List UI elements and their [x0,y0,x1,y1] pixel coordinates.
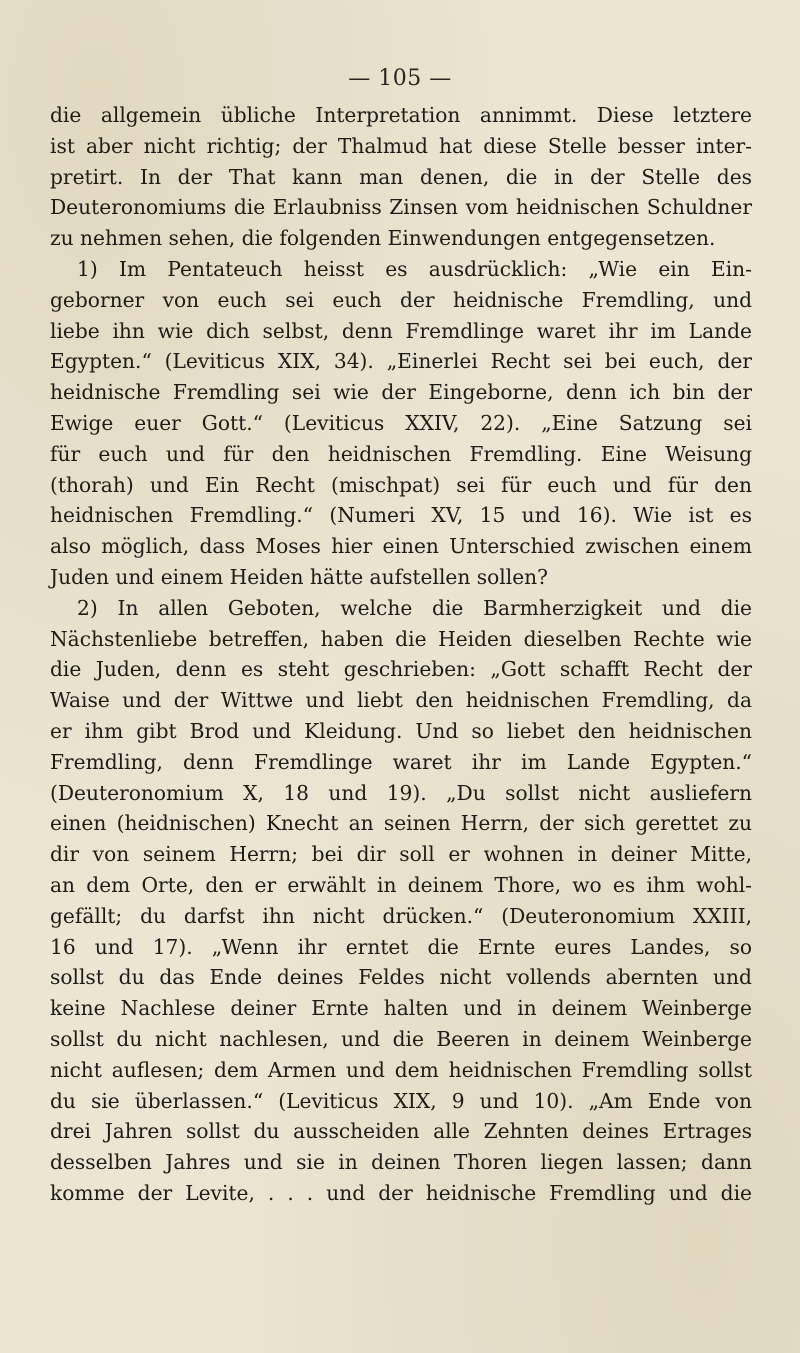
body-text [50,100,752,1209]
text-line: sollst du nicht nachlesen, und die Beeren in deinem Weinberge [50,1026,752,1051]
text-line: zu nehmen sehen, die folgenden Einwendungen entgegensetzen. [50,226,716,251]
text-line: die Juden, denn es steht geschrieben: „Gott schafft Recht der [50,657,752,682]
text-line: 1) Im Pentateuch heisst es ausdrücklich: „Wie ein Ein- [77,256,752,281]
text-line: die allgemein übliche Interpretation annimmt. Diese letztere [50,103,752,127]
text-line: Egypten.“ (Leviticus XIX, 34). „Einerlei Recht sei bei euch, der [50,349,752,374]
text-line: Ewige euer Gott.“ (Leviticus XXIV, 22). „Eine Satzung sei [50,410,752,435]
text-line: nicht auflesen; dem Armen und dem heidnischen Fremdling sollst [50,1057,752,1082]
text-line: drei Jahren sollst du ausscheiden alle Zehnten deines Ertrages [50,1119,752,1144]
text-line: für euch und für den heidnischen Fremdling. Eine Weisung [50,441,752,466]
text-line: Juden und einem Heiden hätte aufstellen sollen? [50,564,548,589]
text-line: komme der Levite, . . . und der heidnische Fremdling und die [50,1180,752,1205]
text-line: liebe ihn wie dich selbst, denn Fremdlinge waret ihr im Lande [50,318,752,343]
text-line: ist aber nicht richtig; der Thalmud hat diese Stelle besser inter- [50,133,752,158]
text-line: also möglich, dass Moses hier einen Unterschied zwischen einem [50,534,752,559]
text-line: Waise und der Wittwe und liebt den heidnischen Fremdling, da [50,688,752,713]
text-line: er ihm gibt Brod und Kleidung. Und so liebet den heidnischen [50,718,752,743]
text-line: heidnische Fremdling sei wie der Eingeborne, denn ich bin der [50,380,752,405]
text-line: (thorah) und Ein Recht (mischpat) sei für euch und für den [50,472,752,497]
text-line: du sie überlassen.“ (Leviticus XIX, 9 und 10). „Am Ende von [50,1088,752,1113]
text-line: keine Nachlese deiner Ernte halten und in deinem Weinberge [50,996,752,1021]
text-line: an dem Orte, den er erwählt in deinem Thore, wo es ihm wohl- [50,872,752,897]
text-line: Fremdling, denn Fremdlinge waret ihr im Lande Egypten.“ [50,749,752,774]
text-line: sollst du das Ende deines Feldes nicht vollends abernten und [50,965,752,990]
text-line: pretirt. In der That kann man denen, die in der Stelle des [50,164,752,189]
text-line: 16 und 17). „Wenn ihr erntet die Ernte eures Landes, so [50,934,752,959]
text-line: Nächstenliebe betreffen, haben die Heiden dieselben Rechte wie [50,626,752,651]
text-line: desselben Jahres und sie in deinen Thoren liegen lassen; dann [50,1150,752,1175]
text-line: Deuteronomiums die Erlaubniss Zinsen vom heidnischen Schuldner [50,195,752,220]
text-line: gefällt; du darfst ihn nicht drücken.“ (Deuteronomium XXIII, [50,903,752,928]
text-line: dir von seinem Herrn; bei dir soll er wohnen in deiner Mitte, [50,842,752,867]
text-line: heidnischen Fremdling.“ (Numeri XV, 15 und 16). Wie ist es [50,503,752,528]
page-number: — 105 — [348,66,452,91]
text-line: (Deuteronomium X, 18 und 19). „Du sollst nicht ausliefern [50,780,752,805]
text-line: einen (heidnischen) Knecht an seinen Herrn, der sich gerettet zu [50,811,752,836]
text-line: geborner von euch sei euch der heidnische Fremdling, und [50,287,752,312]
text-line: 2) In allen Geboten, welche die Barmherzigkeit und die [77,595,752,620]
